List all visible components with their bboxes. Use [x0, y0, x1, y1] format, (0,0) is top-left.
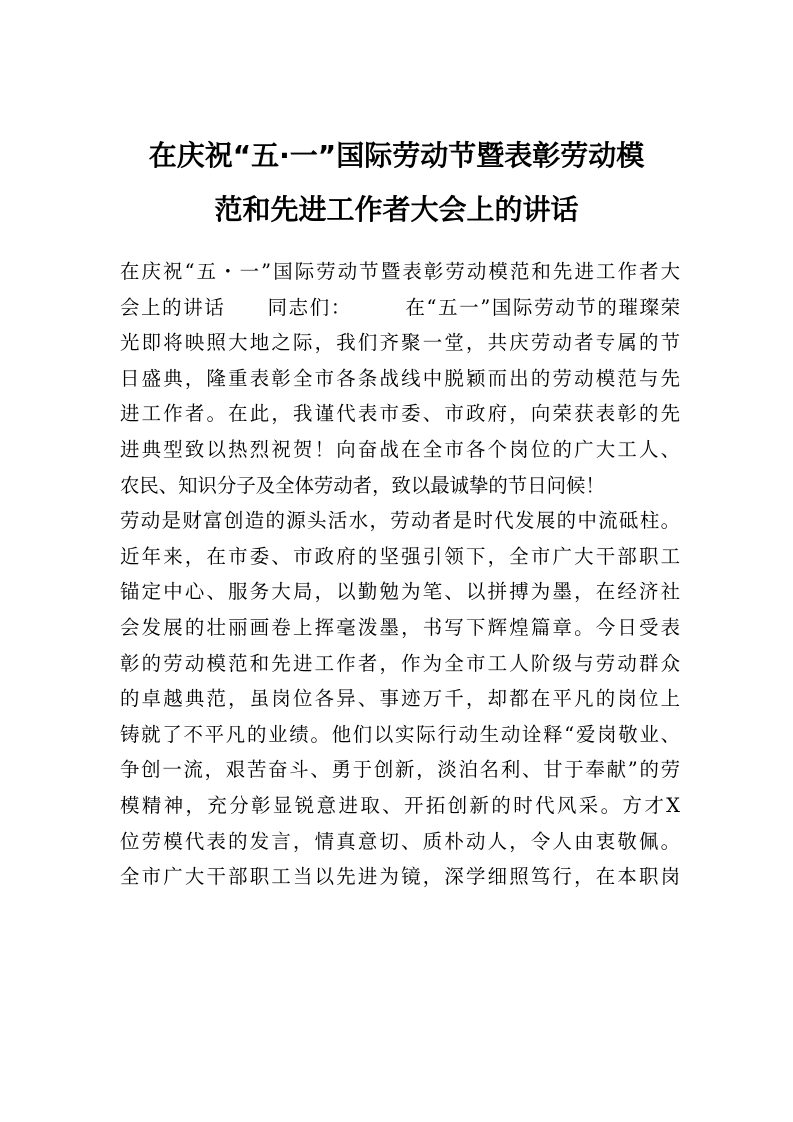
body-line-14: 铸就了不平凡的业绩。他们以实际行动生动诠释“爱岗敬业、 [120, 722, 680, 746]
body-line-5: 进工作者。在此，我谨代表市委、市政府，向荣获表彰的先 [120, 402, 680, 426]
body-line-6: 进典型致以热烈祝贺！向奋战在全市各个岗位的广大工人、 [120, 437, 680, 461]
body-line-15: 争创一流，艰苦奋斗、勇于创新，淡泊名利、甘于奉献”的劳 [120, 758, 680, 782]
body-line-9: 近年来，在市委、市政府的坚强引领下，全市广大干部职工 [120, 544, 680, 568]
body-line-18: 全市广大干部职工当以先进为镜，深学细照笃行，在本职岗 [120, 865, 680, 889]
body-line-4: 日盛典，隆重表彰全市各条战线中脱颖而出的劳动模范与先 [120, 366, 680, 390]
body-line-16: 模精神，充分彰显锐意进取、开拓创新的时代风采。方才X [120, 793, 680, 817]
document-title-line-1: 在庆祝“五·一”国际劳动节暨表彰劳动模 [148, 139, 645, 172]
body-line-1: 在庆祝“五・一”国际劳动节暨表彰劳动模范和先进工作者大 [120, 260, 680, 283]
body-line-13: 的卓越典范，虽岗位各异、事迹万千，却都在平凡的岗位上 [120, 687, 680, 711]
body-line-12: 彰的劳动模范和先进工作者，作为全市工人阶级与劳动群众 [120, 651, 680, 675]
body-line-2: 会上的讲话 同志们： 在“五一”国际劳动节的璀璨荣 [120, 295, 680, 319]
body-line-10: 锚定中心、服务大局，以勤勉为笔、以拼搏为墨，在经济社 [120, 580, 680, 604]
body-line-7: 农民、知识分子及全体劳动者，致以最诚挚的节日问候！ [120, 473, 605, 497]
body-line-17: 位劳模代表的发言，情真意切、质朴动人，令人由衷敬佩。 [120, 829, 680, 853]
document-body [120, 254, 680, 895]
document-title-line-2: 范和先进工作者大会上的讲话 [214, 193, 579, 226]
body-line-11: 会发展的壮丽画卷上挥毫泼墨，书写下辉煌篇章。今日受表 [120, 615, 680, 639]
body-line-8: 劳动是财富创造的源头活水，劳动者是时代发展的中流砥柱。 [120, 509, 680, 533]
body-line-3: 光即将映照大地之际，我们齐聚一堂，共庆劳动者专属的节 [120, 331, 680, 355]
